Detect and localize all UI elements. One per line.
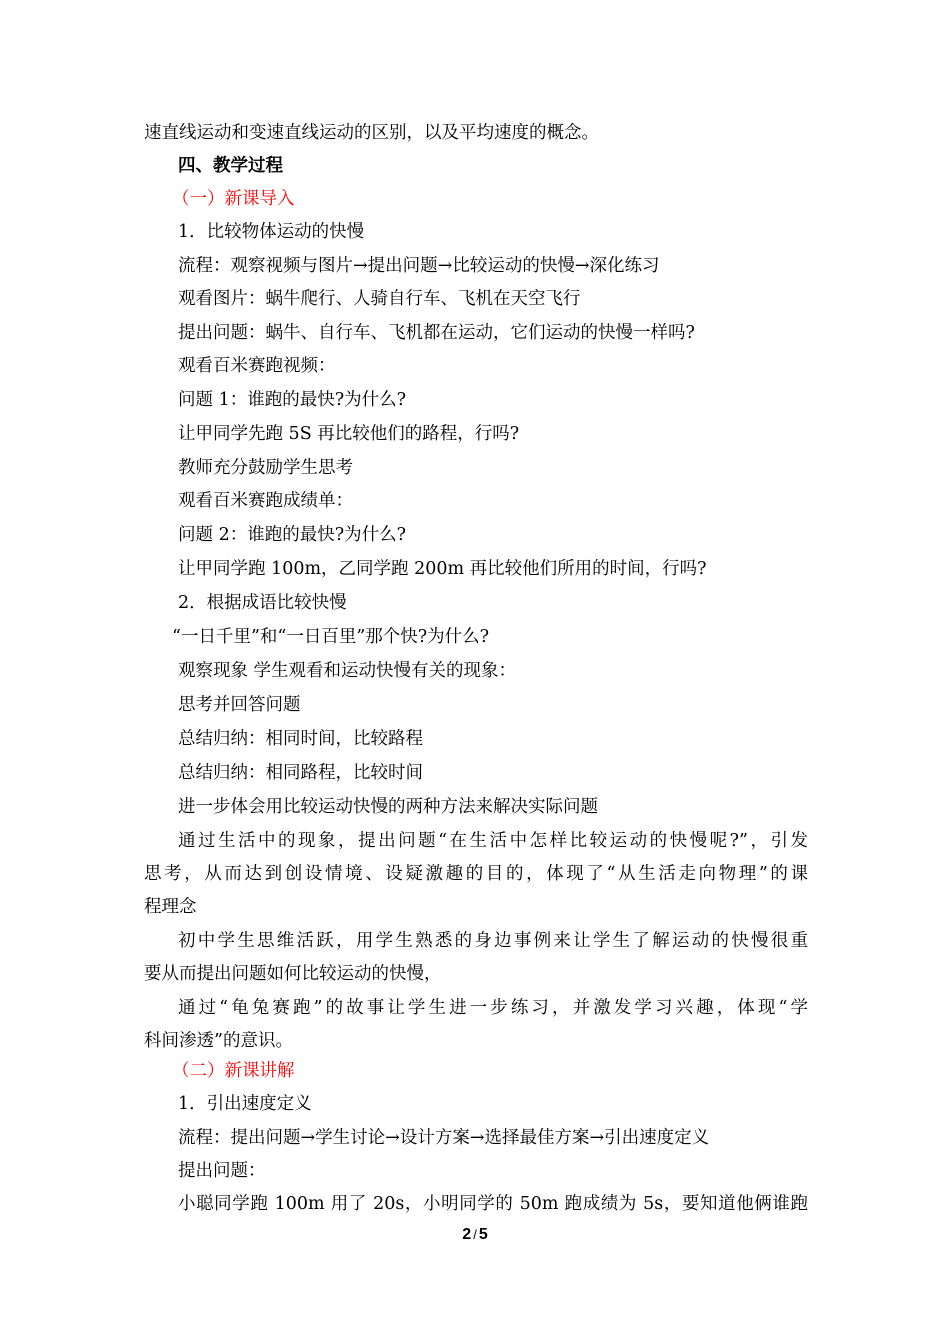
item-heading: 1．引出速度定义 — [178, 1094, 312, 1114]
item-heading: 2．根据成语比较快慢 — [178, 593, 347, 613]
item-heading: 1．比较物体运动的快慢 — [178, 222, 365, 242]
text-line: 观察现象 学生观看和运动快慢有关的现象： — [178, 661, 517, 681]
text-line: 让甲同学跑 100m，乙同学跑 200m 再比较他们所用的时间，行吗? — [178, 559, 707, 579]
section-heading: 四、教学过程 — [178, 156, 283, 176]
text-line: 让甲同学先跑 5S 再比较他们的路程，行吗? — [178, 424, 520, 444]
text-line: 速直线运动和变速直线运动的区别，以及平均速度的概念。 — [144, 123, 599, 143]
text-line: 进一步体会用比较运动快慢的两种方法来解决实际问题 — [178, 797, 598, 817]
text-line: 问题 1：谁跑的最快?为什么? — [178, 390, 406, 410]
text-line: 流程：观察视频与图片→提出问题→比较运动的快慢→深化练习 — [178, 256, 660, 276]
page-current: 2 — [462, 1226, 472, 1243]
paragraph-line: 通过“龟兔赛跑”的故事让学生进一步练习，并激发学习兴趣，体现“学 — [178, 998, 808, 1018]
text-line: 流程：提出问题→学生讨论→设计方案→选择最佳方案→引出速度定义 — [178, 1128, 710, 1148]
text-line: 观看图片：蜗牛爬行、人骑自行车、飞机在天空飞行 — [178, 289, 581, 309]
page-number — [0, 1226, 950, 1244]
page-total: 5 — [478, 1226, 488, 1243]
text-line: 提出问题： — [178, 1161, 266, 1181]
text-line: 教师充分鼓励学生思考 — [178, 458, 353, 478]
paragraph-line: 科间渗透”的意识。 — [144, 1031, 293, 1051]
paragraph-line: 通过生活中的现象，提出问题“在生活中怎样比较运动的快慢呢?”，引发 — [178, 831, 808, 851]
paragraph-line: 要从而提出问题如何比较运动的快慢， — [144, 964, 442, 984]
paragraph-line: 初中学生思维活跃，用学生熟悉的身边事例来让学生了解运动的快慢很重 — [178, 931, 808, 951]
subsection-heading: （二）新课讲解 — [172, 1061, 295, 1081]
text-line: 提出问题：蜗牛、自行车、飞机都在运动，它们运动的快慢一样吗? — [178, 323, 695, 343]
subsection-heading: （一）新课导入 — [172, 189, 295, 209]
page-separator: / — [473, 1227, 477, 1242]
text-line: 总结归纳：相同路程，比较时间 — [178, 763, 423, 783]
paragraph-line: 程理念 — [144, 897, 197, 917]
text-line: 思考并回答问题 — [178, 695, 301, 715]
paragraph-line: 小聪同学跑 100m 用了 20s，小明同学的 50m 跑成绩为 5s，要知道他俩谁跑 — [178, 1194, 808, 1214]
paragraph-line: 思考，从而达到创设情境、设疑激趣的目的，体现了“从生活走向物理”的课 — [144, 864, 808, 884]
text-line: 问题 2：谁跑的最快?为什么? — [178, 525, 406, 545]
text-line: “一日千里”和“一日百里”那个快?为什么? — [172, 627, 490, 647]
text-line: 观看百米赛跑成绩单： — [178, 491, 353, 511]
text-line: 观看百米赛跑视频： — [178, 356, 336, 376]
text-line: 总结归纳：相同时间，比较路程 — [178, 729, 423, 749]
